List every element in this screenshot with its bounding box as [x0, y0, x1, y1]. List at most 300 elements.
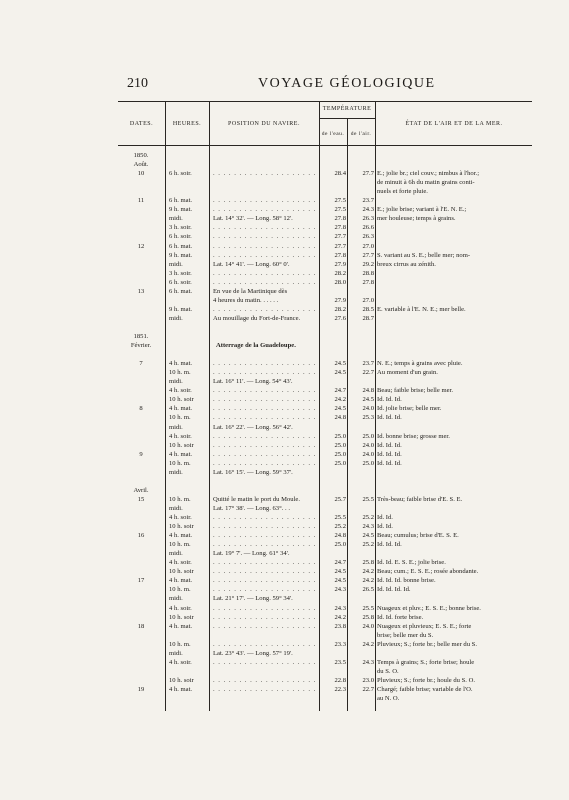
conditions-cell: de minuit à 6h du matin grains conti-: [377, 179, 475, 187]
air-temp-cell: 24.0: [362, 441, 374, 449]
water-temp-cell: 24.7: [334, 559, 346, 567]
air-temp-cell: 25.0: [362, 432, 374, 440]
position-cell: . . . . . . . . . . . . . . . . . . . .: [213, 640, 317, 648]
air-temp-cell: 25.8: [362, 613, 374, 621]
position-cell: Atterrage de la Guadeloupe.: [216, 342, 296, 350]
water-temp-cell: 22.8: [334, 676, 346, 684]
conditions-cell: Au moment d'un grain.: [377, 369, 438, 377]
air-temp-cell: 24.0: [362, 622, 374, 630]
position-cell: . . . . . . . . . . . . . . . . . . . .: [213, 305, 317, 313]
table-row: [0, 279, 569, 287]
position-cell: . . . . . . . . . . . . . . . . . . . .: [213, 414, 317, 422]
water-temp-cell: 25.0: [334, 432, 346, 440]
air-temp-cell: 27.0: [362, 242, 374, 250]
air-temp-cell: 23.7: [362, 197, 374, 205]
table-row: [0, 460, 569, 468]
header-position: POSITION DU NAVIRE.: [228, 121, 300, 127]
time-cell: 10 h. m.: [169, 586, 191, 594]
position-cell: . . . . . . . . . . . . . . . . . . . .: [213, 396, 317, 404]
date-cell: 19: [137, 685, 145, 693]
table-row: [0, 433, 569, 441]
table-row: [0, 179, 569, 187]
position-cell: . . . . . . . . . . . . . . . . . . . .: [213, 269, 317, 277]
table-row: [0, 360, 569, 368]
position-cell: Lat. 21° 17'. — Long. 59° 34'.: [213, 595, 293, 603]
conditions-cell: S. variant au S. E.; belle mer; nom-: [377, 251, 471, 259]
water-temp-cell: 27.7: [334, 242, 346, 250]
header-temperature: TEMPÉRATURE: [322, 106, 372, 112]
water-temp-cell: 28.2: [334, 305, 346, 313]
date-cell: 10: [137, 170, 145, 178]
table-row: [0, 650, 569, 658]
water-temp-cell: 25.0: [334, 459, 346, 467]
water-temp-cell: 23.3: [334, 640, 346, 648]
position-cell: Lat. 14° 32'. — Long. 58° 12'.: [213, 215, 293, 223]
table-row: [0, 632, 569, 640]
conditions-cell: Beau; cum.; E. S. E.; rosée abondante.: [377, 568, 479, 576]
conditions-cell: au N. O.: [377, 695, 400, 702]
water-temp-cell: 24.5: [334, 369, 346, 377]
table-row: [0, 451, 569, 459]
conditions-cell: nuels et forte pluie.: [377, 188, 428, 196]
date-cell: 12: [137, 242, 145, 250]
table-row: [0, 514, 569, 522]
date-cell: 13: [137, 287, 145, 295]
water-temp-cell: 24.8: [334, 414, 346, 422]
position-cell: Quitté le matin le port du Moule.: [213, 495, 300, 503]
date-cell: 18: [137, 622, 145, 630]
time-cell: 6 h. soir.: [169, 170, 192, 178]
position-cell: . . . . . . . . . . . . . . . . . . . .: [213, 405, 317, 413]
table-row: [0, 677, 569, 685]
conditions-cell: Id. bonne brise; grosse mer.: [377, 432, 450, 440]
table-row: [0, 396, 569, 404]
conditions-cell: Beau; cumulus; brise d'E. S. E.: [377, 532, 459, 540]
table-row: [0, 424, 569, 432]
table-row: [0, 252, 569, 260]
time-cell: 4 h. soir.: [169, 658, 192, 666]
table-row: [0, 233, 569, 241]
position-cell: . . . . . . . . . . . . . . . . . . . .: [213, 604, 317, 612]
conditions-cell: Id. jolie brise; belle mer.: [377, 405, 442, 413]
position-cell: . . . . . . . . . . . . . . . . . . . .: [213, 233, 317, 241]
time-cell: 9 h. mat.: [169, 251, 193, 259]
conditions-cell: N. E.; temps à grains avec pluie.: [377, 360, 463, 368]
table-row: [0, 297, 569, 305]
header-dates: DATES.: [129, 121, 154, 127]
water-temp-cell: 25.0: [334, 441, 346, 449]
table-row: [0, 478, 569, 486]
position-cell: . . . . . . . . . . . . . . . . . . . .: [213, 541, 317, 549]
position-cell: . . . . . . . . . . . . . . . . . . . .: [213, 369, 317, 377]
table-row: [0, 414, 569, 422]
conditions-cell: Nuageux et pluvieux; E. S. E.; forte: [377, 622, 472, 630]
water-temp-cell: 28.4: [334, 170, 346, 178]
header-heures: HEURES.: [172, 121, 202, 127]
conditions-cell: brise; belle mer du S.: [377, 631, 434, 639]
table-row: [0, 351, 569, 359]
air-temp-cell: 29.2: [362, 260, 374, 268]
water-temp-cell: 24.2: [334, 396, 346, 404]
water-temp-cell: 27.8: [334, 215, 346, 223]
header-bottom-rule: [118, 145, 532, 146]
air-temp-cell: 24.3: [362, 206, 374, 214]
time-cell: 10 h. soir: [169, 523, 194, 531]
conditions-cell: E. variable à l'E. N. E.; mer belle.: [377, 305, 466, 313]
conditions-cell: mer houleuse; temps à grains.: [377, 215, 456, 223]
time-cell: midi.: [169, 595, 183, 603]
position-cell: . . . . . . . . . . . . . . . . . . . .: [213, 360, 317, 368]
conditions-cell: Id. Id. Id.: [377, 414, 402, 422]
table-row: [0, 668, 569, 676]
air-temp-cell: 24.0: [362, 450, 374, 458]
time-cell: 6 h. soir.: [169, 278, 192, 286]
date-cell: 1850.: [133, 152, 149, 159]
time-cell: 4 h. mat.: [169, 532, 193, 540]
air-temp-cell: 24.2: [362, 577, 374, 585]
table-row: [0, 623, 569, 631]
air-temp-cell: 26.3: [362, 215, 374, 223]
table-row: [0, 641, 569, 649]
time-cell: midi.: [169, 314, 183, 322]
air-temp-cell: 22.7: [362, 369, 374, 377]
conditions-cell: E.; jolie brise; variant à l'E. N. E.;: [377, 206, 467, 214]
table-row: [0, 324, 569, 332]
water-temp-cell: 24.2: [334, 613, 346, 621]
time-cell: midi.: [169, 550, 183, 558]
time-cell: 4 h. soir.: [169, 559, 192, 567]
position-cell: . . . . . . . . . . . . . . . . . . . .: [213, 676, 317, 684]
time-cell: 4 h. soir.: [169, 514, 192, 521]
position-cell: . . . . . . . . . . . . . . . . . . . .: [213, 170, 317, 178]
position-cell: . . . . . . . . . . . . . . . . . . . .: [213, 432, 317, 440]
time-cell: 10 h. m.: [169, 640, 191, 648]
water-temp-cell: 27.7: [334, 233, 346, 241]
table-row: [0, 387, 569, 395]
conditions-cell: breux cirrus au zénith.: [377, 260, 436, 268]
water-temp-cell: 24.7: [334, 387, 346, 395]
table-row: [0, 215, 569, 223]
water-temp-cell: 27.8: [334, 224, 346, 232]
table-row: [0, 595, 569, 603]
table-row: [0, 469, 569, 477]
time-cell: 4 h. mat.: [169, 450, 193, 458]
conditions-cell: Id. Id. Id. Id.: [377, 586, 411, 594]
time-cell: 6 h. mat.: [169, 197, 193, 205]
table-row: [0, 306, 569, 314]
conditions-cell: Pluvieux; S.; forte br.; belle mer du S.: [377, 640, 477, 648]
time-cell: midi.: [169, 423, 183, 431]
table-row: [0, 605, 569, 613]
time-cell: 3 h. soir.: [169, 269, 192, 277]
table-row: [0, 369, 569, 377]
position-cell: En vue de la Martinique dès: [213, 287, 288, 295]
position-cell: . . . . . . . . . . . . . . . . . . . .: [213, 224, 317, 232]
air-temp-cell: 28.5: [362, 305, 374, 313]
water-temp-cell: 23.5: [334, 658, 346, 666]
time-cell: 4 h. mat.: [169, 577, 193, 585]
position-cell: . . . . . . . . . . . . . . . . . . . .: [213, 532, 317, 540]
table-row: [0, 378, 569, 386]
table-row: [0, 261, 569, 269]
time-cell: 10 h. soir: [169, 441, 194, 449]
air-temp-cell: 22.7: [362, 685, 374, 693]
water-temp-cell: 25.2: [334, 523, 346, 531]
air-temp-cell: 24.5: [362, 532, 374, 540]
position-cell: . . . . . . . . . . . . . . . . . . . .: [213, 613, 317, 621]
table-row: [0, 197, 569, 205]
table-row: [0, 315, 569, 323]
table-row: [0, 559, 569, 567]
time-cell: 10 h. soir: [169, 568, 194, 576]
water-temp-cell: 27.6: [334, 314, 346, 322]
conditions-cell: Id. Id. E. S. E.; jolie brise.: [377, 559, 446, 567]
table-row: [0, 243, 569, 251]
water-temp-cell: 24.5: [334, 568, 346, 576]
table-row: [0, 333, 569, 341]
air-temp-cell: 25.5: [362, 604, 374, 612]
position-cell: . . . . . . . . . . . . . . . . . . . .: [213, 523, 317, 531]
air-temp-cell: 24.0: [362, 405, 374, 413]
table-row: [0, 614, 569, 622]
time-cell: midi.: [169, 468, 183, 476]
position-cell: . . . . . . . . . . . . . . . . . . . .: [213, 586, 317, 594]
conditions-cell: Id. Id. Id.: [377, 450, 402, 458]
position-cell: . . . . . . . . . . . . . . . . . . . .: [213, 577, 317, 585]
table-row: [0, 496, 569, 504]
conditions-cell: Beau; faible brise; belle mer.: [377, 387, 453, 395]
air-temp-cell: 24.3: [362, 523, 374, 531]
time-cell: 10 h. m.: [169, 414, 191, 422]
time-cell: midi.: [169, 215, 183, 223]
table-row: [0, 206, 569, 214]
header-air: de l'air.: [350, 131, 372, 137]
air-temp-cell: 24.2: [362, 640, 374, 648]
date-cell: 1851.: [133, 333, 149, 340]
air-temp-cell: 25.2: [362, 514, 374, 521]
conditions-cell: Id. Id.: [377, 514, 393, 521]
time-cell: 10 h. soir: [169, 396, 194, 404]
position-cell: . . . . . . . . . . . . . . . . . . . .: [213, 387, 317, 395]
date-cell: 11: [137, 197, 145, 205]
conditions-cell: Id. Id. Id.: [377, 459, 402, 467]
air-temp-cell: 23.0: [362, 676, 374, 684]
conditions-cell: Id. Id. Id.: [377, 541, 402, 549]
air-temp-cell: 24.2: [362, 568, 374, 576]
water-temp-cell: 27.9: [334, 260, 346, 268]
date-cell: Août.: [133, 161, 149, 169]
table-row: [0, 686, 569, 694]
water-temp-cell: 25.0: [334, 541, 346, 549]
time-cell: 4 h. soir.: [169, 604, 192, 612]
position-cell: . . . . . . . . . . . . . . . . . . . .: [213, 622, 317, 630]
position-cell: Lat. 16° 15'. — Long. 59° 37'.: [213, 468, 293, 476]
conditions-cell: Id. Id. forte brise.: [377, 613, 424, 621]
water-temp-cell: 24.3: [334, 604, 346, 612]
position-cell: Lat. 19° 7'. — Long. 61° 34'.: [213, 550, 290, 558]
table-row: [0, 505, 569, 513]
time-cell: 6 h. mat.: [169, 287, 193, 295]
time-cell: 10 h. m.: [169, 541, 191, 549]
position-cell: . . . . . . . . . . . . . . . . . . . .: [213, 514, 317, 521]
position-cell: . . . . . . . . . . . . . . . . . . . .: [213, 197, 317, 205]
conditions-cell: Id. Id.: [377, 523, 393, 531]
air-temp-cell: 25.2: [362, 541, 374, 549]
time-cell: 10 h. soir: [169, 676, 194, 684]
time-cell: midi.: [169, 504, 183, 512]
date-cell: 7: [139, 360, 143, 368]
air-temp-cell: 24.5: [362, 396, 374, 404]
position-cell: Lat. 16° 11'. — Long. 54° 43'.: [213, 378, 293, 386]
position-cell: Lat. 17° 38'. — Long. 63°. . .: [213, 504, 290, 512]
date-cell: 16: [137, 532, 145, 540]
air-temp-cell: 28.8: [362, 269, 374, 277]
position-cell: Lat. 16° 22'. — Long. 56° 42'.: [213, 423, 293, 431]
air-temp-cell: 25.3: [362, 414, 374, 422]
table-row: [0, 442, 569, 450]
table-row: [0, 161, 569, 169]
running-title: VOYAGE GÉOLOGIQUE: [258, 76, 436, 91]
time-cell: 10 h. m.: [169, 495, 191, 503]
water-temp-cell: 24.5: [334, 577, 346, 585]
water-temp-cell: 28.2: [334, 269, 346, 277]
table-row: [0, 586, 569, 594]
air-temp-cell: 26.3: [362, 233, 374, 241]
water-temp-cell: 27.8: [334, 251, 346, 259]
position-cell: Lat. 23° 43'. — Long. 57° 19'.: [213, 649, 293, 657]
table-row: [0, 550, 569, 558]
air-temp-cell: 27.8: [362, 278, 374, 286]
table-row: [0, 523, 569, 531]
table-row: [0, 342, 569, 350]
time-cell: 9 h. mat.: [169, 305, 193, 313]
air-temp-cell: 24.3: [362, 658, 374, 666]
date-cell: Avril.: [133, 486, 149, 494]
water-temp-cell: 28.0: [334, 278, 346, 286]
air-temp-cell: 27.7: [362, 170, 374, 178]
time-cell: midi.: [169, 260, 183, 268]
time-cell: 3 h. soir.: [169, 224, 192, 232]
air-temp-cell: 26.5: [362, 586, 374, 594]
position-cell: . . . . . . . . . . . . . . . . . . . .: [213, 559, 317, 567]
position-cell: . . . . . . . . . . . . . . . . . . . .: [213, 441, 317, 449]
table-row: [0, 288, 569, 296]
position-cell: Lat. 14° 41'. — Long. 60° 0'.: [213, 260, 290, 268]
air-temp-cell: 28.7: [362, 314, 374, 322]
time-cell: 9 h. mat.: [169, 206, 193, 214]
water-temp-cell: 27.5: [334, 197, 346, 205]
conditions-cell: Id. Id. Id.: [377, 441, 402, 449]
table-top-rule: [118, 101, 532, 102]
conditions-cell: Id. Id. Id.: [377, 396, 402, 404]
water-temp-cell: 24.5: [334, 405, 346, 413]
table-row: [0, 659, 569, 667]
time-cell: 6 h. mat.: [169, 242, 193, 250]
air-temp-cell: 25.8: [362, 559, 374, 567]
conditions-cell: Pluvieux; S.; forte br.; houle du S. O.: [377, 676, 475, 684]
table-row: [0, 152, 569, 160]
time-cell: 10 h. m.: [169, 369, 191, 377]
header-etat: ÉTAT DE L'AIR ET DE LA MER.: [405, 121, 503, 127]
water-temp-cell: 25.0: [334, 450, 346, 458]
date-cell: 8: [139, 405, 143, 413]
date-cell: 15: [137, 495, 145, 503]
conditions-cell: Très-beau; faible brise d'E. S. E.: [377, 495, 463, 503]
air-temp-cell: 25.5: [362, 495, 374, 503]
table-row: [0, 188, 569, 196]
time-cell: 4 h. mat.: [169, 622, 193, 630]
water-temp-cell: 24.5: [334, 360, 346, 368]
water-temp-cell: 24.3: [334, 586, 346, 594]
time-cell: midi.: [169, 649, 183, 657]
position-cell: . . . . . . . . . . . . . . . . . . . .: [213, 206, 317, 214]
time-cell: midi.: [169, 378, 183, 386]
conditions-cell: Chargé; faible brise; variable de l'O.: [377, 685, 473, 693]
air-temp-cell: 27.7: [362, 251, 374, 259]
table-row: [0, 405, 569, 413]
table-row: [0, 541, 569, 549]
time-cell: 4 h. mat.: [169, 405, 193, 413]
water-temp-cell: 24.8: [334, 532, 346, 540]
conditions-cell: E.; jolie br.; ciel couv.; nimbus à l'hor.;: [377, 170, 480, 178]
table-row: [0, 532, 569, 540]
air-temp-cell: 23.7: [362, 360, 374, 368]
position-cell: . . . . . . . . . . . . . . . . . . . .: [213, 568, 317, 576]
air-temp-cell: 25.0: [362, 459, 374, 467]
time-cell: 10 h. m.: [169, 459, 191, 467]
date-cell: Février.: [130, 342, 152, 350]
time-cell: 4 h. soir.: [169, 387, 192, 395]
air-temp-cell: 24.8: [362, 387, 374, 395]
time-cell: 4 h. mat.: [169, 360, 193, 368]
table-row: [0, 695, 569, 703]
table-row: [0, 170, 569, 178]
position-cell: . . . . . . . . . . . . . . . . . . . .: [213, 459, 317, 467]
table-row: [0, 270, 569, 278]
air-temp-cell: 26.6: [362, 224, 374, 232]
table-row: [0, 577, 569, 585]
position-cell: Au mouillage du Fort-de-France.: [213, 314, 301, 322]
date-cell: 9: [139, 450, 143, 458]
date-cell: 17: [137, 577, 145, 585]
time-cell: 4 h. mat.: [169, 685, 193, 693]
conditions-cell: Temps à grains; S.; forte brise; houle: [377, 658, 475, 666]
conditions-cell: Id. Id. Id. bonne brise.: [377, 577, 436, 585]
table-row: [0, 224, 569, 232]
position-cell: 4 heures du matin. . . . . .: [213, 296, 279, 304]
position-cell: . . . . . . . . . . . . . . . . . . . .: [213, 658, 317, 666]
water-temp-cell: 23.8: [334, 622, 346, 630]
water-temp-cell: 25.5: [334, 514, 346, 521]
position-cell: . . . . . . . . . . . . . . . . . . . .: [213, 450, 317, 458]
table-row: [0, 568, 569, 576]
time-cell: 6 h. soir.: [169, 233, 192, 241]
header-eau: de l'eau.: [321, 131, 345, 137]
water-temp-cell: 25.7: [334, 495, 346, 503]
conditions-cell: Nuageux et pluv.; E. S. E.; bonne brise.: [377, 604, 481, 612]
table-row: [0, 487, 569, 495]
water-temp-cell: 27.9: [334, 296, 346, 304]
position-cell: . . . . . . . . . . . . . . . . . . . .: [213, 251, 317, 259]
page-number: 210: [127, 76, 148, 91]
air-temp-cell: 27.0: [362, 296, 374, 304]
water-temp-cell: 22.3: [334, 685, 346, 693]
position-cell: . . . . . . . . . . . . . . . . . . . .: [213, 242, 317, 250]
position-cell: . . . . . . . . . . . . . . . . . . . .: [213, 278, 317, 286]
water-temp-cell: 27.5: [334, 206, 346, 214]
time-cell: 10 h. soir: [169, 613, 194, 621]
position-cell: . . . . . . . . . . . . . . . . . . . .: [213, 685, 317, 693]
